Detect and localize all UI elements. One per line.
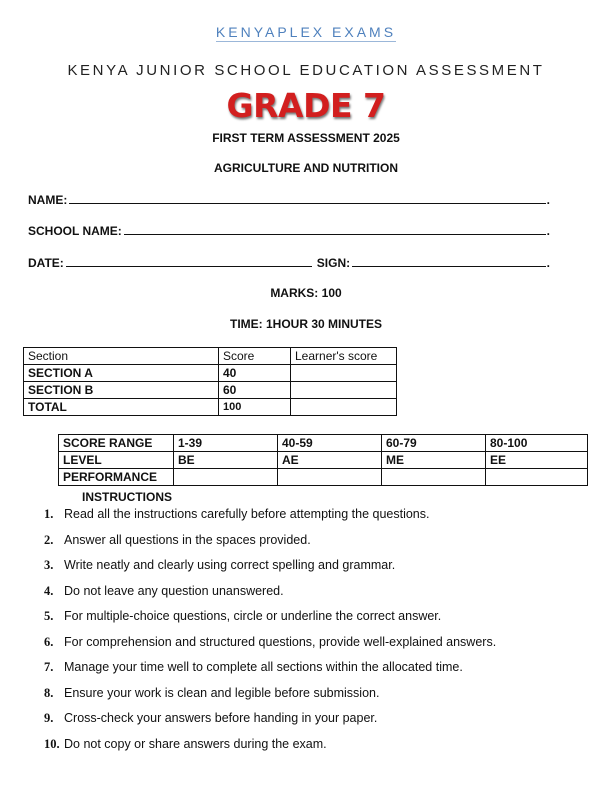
table-row <box>24 365 397 382</box>
date-label: DATE: <box>28 256 64 270</box>
name-label: NAME: <box>28 193 68 207</box>
instruction-number: 7. <box>44 660 54 674</box>
table-row <box>59 469 588 486</box>
period: . <box>546 224 550 238</box>
cell: SECTION B <box>24 382 219 399</box>
subject-title: AGRICULTURE AND NUTRITION <box>214 161 398 175</box>
instruction-number: 1. <box>44 507 54 521</box>
table-row <box>59 452 588 469</box>
instruction-number: 2. <box>44 532 54 547</box>
instruction-text: Do not copy or share answers during the exam. <box>64 736 327 751</box>
grade-title: GRADE 7 <box>226 86 386 125</box>
cell: 1-39 <box>174 435 278 452</box>
cell: ME <box>382 452 486 469</box>
instruction-text: Do not leave any question unanswered. <box>64 583 284 598</box>
performance-cell[interactable] <box>382 469 486 486</box>
level-table <box>58 434 588 486</box>
instruction-text: Write neatly and clearly using correct spelling and grammar. <box>64 558 396 572</box>
cell: 60-79 <box>382 435 486 452</box>
cell: 80-100 <box>486 435 588 452</box>
header-cell: Section <box>24 348 219 365</box>
instruction-number: 6. <box>44 634 54 649</box>
cell: SCORE RANGE <box>59 435 174 452</box>
performance-cell[interactable] <box>278 469 382 486</box>
instruction-text: Cross-check your answers before handing in your paper. <box>64 711 378 725</box>
brand-text: KENYAPLEX EXAMS <box>215 24 397 40</box>
name-field[interactable] <box>28 193 550 207</box>
instruction-number: 3. <box>44 558 54 572</box>
instruction-number: 9. <box>44 711 54 725</box>
performance-cell[interactable] <box>486 469 588 486</box>
cell: 40 <box>219 365 291 382</box>
sign-field[interactable] <box>352 256 546 267</box>
assessment-subtitle: KENYA JUNIOR SCHOOL EDUCATION ASSESSMENT <box>67 62 545 79</box>
instruction-number: 5. <box>44 609 54 623</box>
instruction-text: For comprehension and structured questions, provide well-explained answers. <box>64 634 497 649</box>
header-cell: Learner's score <box>291 348 397 365</box>
cell: BE <box>174 452 278 469</box>
cell: SECTION A <box>24 365 219 382</box>
sign-label: SIGN: <box>316 256 351 270</box>
cell: 100 <box>219 399 291 416</box>
cell: EE <box>486 452 588 469</box>
instructions-title: INSTRUCTIONS <box>82 490 172 504</box>
marks-label: MARKS: 100 <box>270 286 342 300</box>
instruction-text: Ensure your work is clean and legible before submission. <box>64 685 380 700</box>
instruction-text: Answer all questions in the spaces provided. <box>64 532 311 547</box>
school-name-label: SCHOOL NAME: <box>28 224 122 238</box>
instruction-text: Manage your time well to complete all sections within the allocated time. <box>64 660 463 674</box>
term-title: FIRST TERM ASSESSMENT 2025 <box>212 131 400 145</box>
learner-score-cell[interactable] <box>291 365 397 382</box>
instruction-text: For multiple-choice questions, circle or underline the correct answer. <box>64 609 442 623</box>
header-cell: Score <box>219 348 291 365</box>
table-header-row <box>24 348 397 365</box>
cell: 40-59 <box>278 435 382 452</box>
time-label: TIME: 1HOUR 30 MINUTES <box>229 317 382 331</box>
date-field[interactable] <box>66 256 312 267</box>
period: . <box>546 193 550 207</box>
instruction-number: 8. <box>44 685 54 700</box>
cell: LEVEL <box>59 452 174 469</box>
table-row <box>24 382 397 399</box>
cell: TOTAL <box>24 399 219 416</box>
instruction-number: 10. <box>44 736 60 751</box>
brand-header <box>0 24 612 40</box>
period: . <box>546 256 550 270</box>
score-table <box>23 347 397 416</box>
cell: AE <box>278 452 382 469</box>
learner-score-cell[interactable] <box>291 399 397 416</box>
instruction-text: Read all the instructions carefully before attempting the questions. <box>64 507 430 521</box>
learner-score-cell[interactable] <box>291 382 397 399</box>
school-name-field[interactable] <box>28 224 550 238</box>
instruction-number: 4. <box>44 583 54 598</box>
date-sign-row <box>28 256 550 270</box>
cell: PERFORMANCE <box>59 469 174 486</box>
table-row <box>24 399 397 416</box>
table-row <box>59 435 588 452</box>
performance-cell[interactable] <box>174 469 278 486</box>
cell: 60 <box>219 382 291 399</box>
